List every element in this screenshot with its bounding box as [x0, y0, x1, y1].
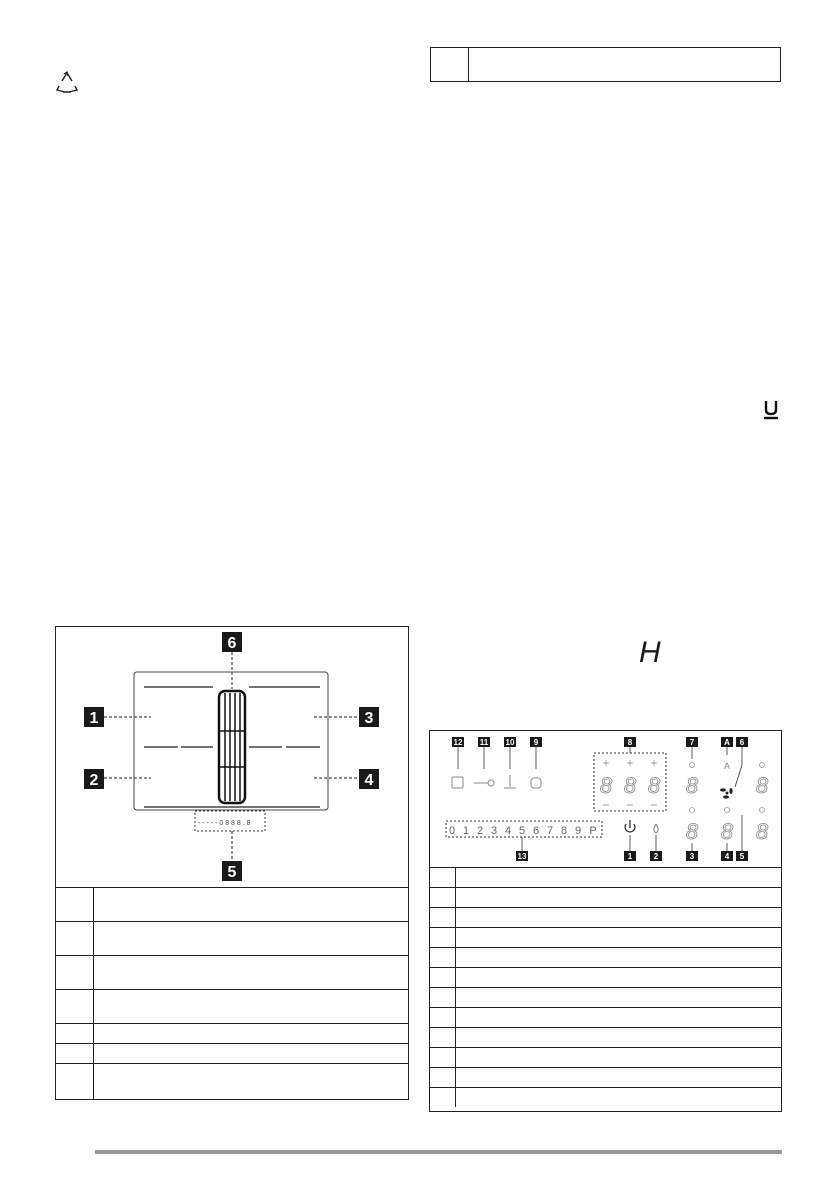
svg-text:8: 8 — [755, 773, 769, 798]
hob-diagram — [56, 627, 408, 889]
marker-3: 3 — [689, 852, 695, 861]
marker-12: 12 — [453, 738, 463, 747]
footer-rule — [95, 1150, 782, 1154]
callout-1-label: 1 — [89, 710, 99, 727]
table-row — [430, 987, 781, 1007]
table-row — [56, 921, 408, 955]
svg-text:−: − — [602, 798, 610, 812]
svg-text:3: 3 — [490, 825, 498, 837]
control-legend-table — [430, 867, 781, 1107]
control-panel-figure — [429, 730, 782, 1112]
table-row — [56, 955, 408, 989]
table-row — [56, 1043, 408, 1063]
auto-label: A — [723, 761, 731, 771]
svg-text:2: 2 — [476, 825, 484, 837]
table-row — [430, 887, 781, 907]
svg-text:8: 8 — [560, 825, 568, 837]
svg-text:8: 8 — [685, 819, 699, 844]
svg-text:5: 5 — [518, 825, 526, 837]
callout-2-label: 2 — [89, 772, 99, 789]
marker-13: 13 — [517, 852, 527, 861]
extractor-grille — [219, 691, 245, 803]
table-row — [430, 927, 781, 947]
table-value-cell — [469, 48, 780, 81]
bridge-icon — [531, 778, 541, 788]
svg-text:+: + — [650, 756, 658, 770]
svg-text:1: 1 — [462, 825, 470, 837]
table-key-cell — [431, 48, 469, 81]
table-row — [430, 867, 781, 887]
residual-heat-symbol: H — [639, 636, 661, 669]
svg-text:−: − — [650, 798, 658, 812]
table-row — [430, 1027, 781, 1047]
marker-2: 2 — [653, 852, 659, 861]
control-panel-diagram — [430, 731, 781, 867]
recycle-icon — [54, 70, 80, 96]
table-row — [430, 967, 781, 987]
clean-icon — [452, 777, 463, 788]
marker-11: 11 — [479, 738, 489, 747]
svg-text:4: 4 — [504, 825, 512, 837]
control-area-display: - - - - - 0 8 8 8 . 8 — [198, 820, 251, 827]
svg-text:−: − — [626, 798, 634, 812]
table-row — [430, 947, 781, 967]
svg-text:8: 8 — [755, 819, 769, 844]
table-row — [430, 1047, 781, 1067]
heat-icon — [654, 824, 658, 833]
callout-3-label: 3 — [364, 710, 374, 727]
table-row — [56, 1063, 408, 1099]
table-row — [430, 1087, 781, 1107]
marker-1: 1 — [627, 852, 633, 861]
callout-6-label: 6 — [227, 635, 237, 652]
svg-text:P: P — [589, 825, 597, 837]
svg-text:8: 8 — [720, 819, 734, 844]
svg-text:7: 7 — [546, 825, 554, 837]
table-row — [56, 989, 408, 1023]
table-row — [430, 1067, 781, 1087]
callout-4-label: 4 — [364, 772, 374, 789]
hob-outline — [134, 672, 328, 810]
marker-10: 10 — [505, 738, 515, 747]
svg-text:8: 8 — [599, 773, 613, 798]
table-row — [56, 887, 408, 921]
marker-5: 5 — [739, 852, 745, 861]
header-table — [430, 47, 781, 82]
svg-text:9: 9 — [574, 825, 582, 837]
svg-text:0: 0 — [448, 825, 456, 837]
svg-text:8: 8 — [623, 773, 637, 798]
pot-detection-icon — [762, 397, 780, 421]
fan-icon — [720, 788, 733, 799]
svg-text:8: 8 — [647, 773, 661, 798]
marker-7: 7 — [689, 738, 695, 747]
marker-4: 4 — [724, 852, 730, 861]
callout-5-label: 5 — [227, 864, 237, 881]
svg-text:+: + — [626, 756, 634, 770]
hob-layout-figure — [55, 626, 409, 1100]
table-row — [56, 1023, 408, 1043]
marker-8: 8 — [627, 738, 633, 747]
svg-text:6: 6 — [532, 825, 540, 837]
table-row — [430, 907, 781, 927]
svg-text:+: + — [602, 756, 610, 770]
marker-A: A — [724, 738, 730, 747]
hob-legend-table — [56, 887, 408, 1099]
marker-6: 6 — [739, 738, 745, 747]
marker-9: 9 — [533, 738, 539, 747]
svg-text:8: 8 — [685, 773, 699, 798]
table-row — [430, 1007, 781, 1027]
